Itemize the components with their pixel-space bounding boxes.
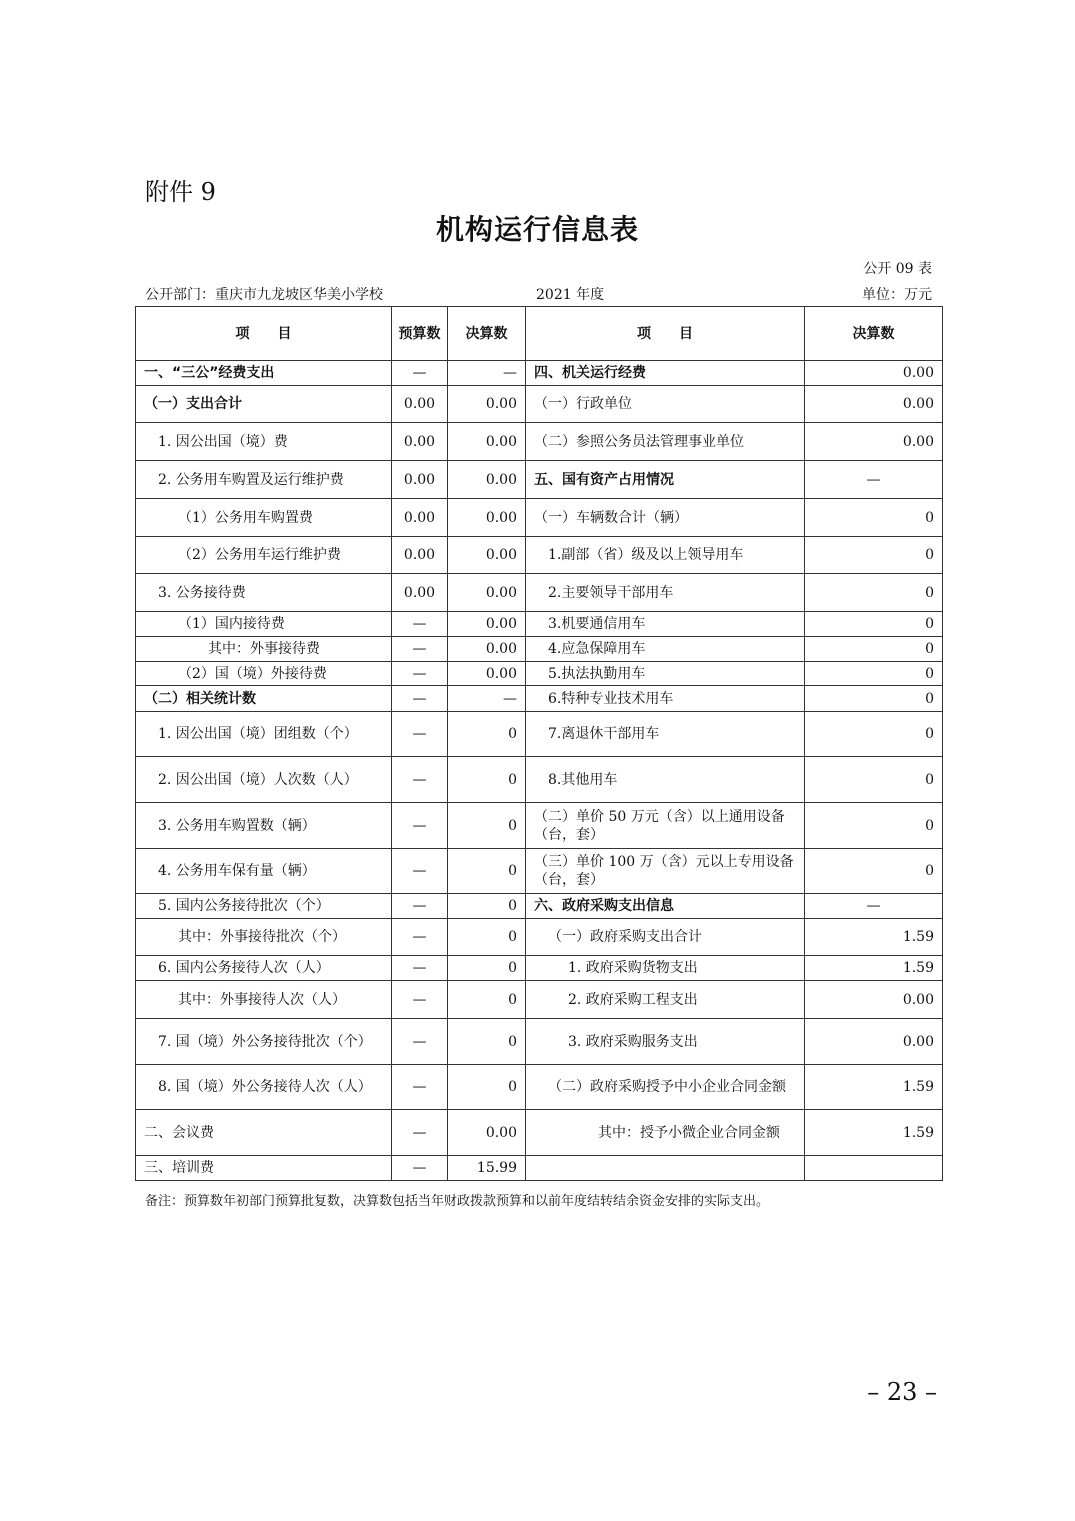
table-row — [136, 662, 943, 686]
row-item-left: （1）公务用车购置费 — [136, 499, 392, 537]
row-final-left: 0.00 — [448, 637, 526, 662]
row-item-left: 2. 因公出国（境）人次数（人） — [136, 757, 392, 803]
row-final-right: 0 — [805, 612, 943, 637]
row-final-left: 15.99 — [448, 1156, 526, 1181]
row-item-right: 五、国有资产占用情况 — [526, 461, 805, 499]
row-final-right: 0 — [805, 499, 943, 537]
table-row — [136, 1065, 943, 1110]
table-number: 公开 09 表 — [863, 261, 932, 277]
table-row — [136, 803, 943, 849]
row-final-left: 0 — [448, 757, 526, 803]
row-final-left: 0 — [448, 981, 526, 1019]
row-item-left: 8. 国（境）外公务接待人次（人） — [136, 1065, 392, 1110]
row-item-left: （2）公务用车运行维护费 — [136, 537, 392, 574]
table-row — [136, 423, 943, 461]
row-final-left: 0.00 — [448, 423, 526, 461]
footnote: 备注：预算数年初部门预算批复数，决算数包括当年财政拨款预算和以前年度结转结余资金安排的实际支出。 — [145, 1194, 770, 1209]
table-row — [136, 1019, 943, 1065]
row-budget: 0.00 — [392, 386, 448, 423]
row-final-right: 0.00 — [805, 423, 943, 461]
col-header-budget: 预算数 — [392, 307, 448, 361]
table-row — [136, 981, 943, 1019]
table-row — [136, 686, 943, 712]
row-item-left: 4. 公务用车保有量（辆） — [136, 849, 392, 894]
table-row — [136, 637, 943, 662]
row-final-left: 0 — [448, 919, 526, 956]
row-item-right: 6.特种专业技术用车 — [526, 686, 805, 712]
row-budget: 0.00 — [392, 537, 448, 574]
row-final-right: 1.59 — [805, 1110, 943, 1156]
row-item-left: （二）相关统计数 — [136, 686, 392, 712]
row-budget: — — [392, 981, 448, 1019]
row-final-right: — — [805, 894, 943, 919]
row-item-right: 2. 政府采购工程支出 — [526, 981, 805, 1019]
table-row — [136, 361, 943, 386]
row-final-left: 0 — [448, 894, 526, 919]
row-budget: — — [392, 849, 448, 894]
row-item-right: （二）政府采购授予中小企业合同金额 — [526, 1065, 805, 1110]
row-item-right: （一）车辆数合计（辆） — [526, 499, 805, 537]
row-item-left: 3. 公务接待费 — [136, 574, 392, 612]
row-item-left: 7. 国（境）外公务接待批次（个） — [136, 1019, 392, 1065]
row-budget: — — [392, 1156, 448, 1181]
row-item-right: 其中：授予小微企业合同金额 — [526, 1110, 805, 1156]
row-budget: — — [392, 1065, 448, 1110]
row-item-left: （一）支出合计 — [136, 386, 392, 423]
col-header-final-left: 决算数 — [448, 307, 526, 361]
row-item-right: 8.其他用车 — [526, 757, 805, 803]
row-final-right: 0.00 — [805, 386, 943, 423]
row-item-left: （1）国内接待费 — [136, 612, 392, 637]
table-row — [136, 757, 943, 803]
row-budget: — — [392, 361, 448, 386]
row-item-right: 六、政府采购支出信息 — [526, 894, 805, 919]
row-budget: — — [392, 956, 448, 981]
row-item-left: （2）国（境）外接待费 — [136, 662, 392, 686]
row-final-left: 0 — [448, 803, 526, 849]
row-budget: — — [392, 612, 448, 637]
row-final-right: 0 — [805, 574, 943, 612]
table-row — [136, 1110, 943, 1156]
row-final-right: 0.00 — [805, 361, 943, 386]
row-final-left: 0.00 — [448, 461, 526, 499]
row-item-right: 四、机关运行经费 — [526, 361, 805, 386]
table-row — [136, 712, 943, 757]
row-final-right — [805, 1156, 943, 1181]
row-final-right: 0 — [805, 537, 943, 574]
row-final-left: 0 — [448, 712, 526, 757]
row-budget: — — [392, 757, 448, 803]
row-final-right: 0 — [805, 686, 943, 712]
row-item-right: 4.应急保障用车 — [526, 637, 805, 662]
row-budget: — — [392, 686, 448, 712]
row-final-left: 0 — [448, 956, 526, 981]
table-row — [136, 537, 943, 574]
year-label: 2021 年度 — [536, 287, 605, 303]
department-label: 公开部门：重庆市九龙坡区华美小学校 — [145, 287, 383, 303]
row-item-right: （三）单价 100 万（含）元以上专用设备（台，套） — [526, 849, 805, 894]
table-row — [136, 499, 943, 537]
row-item-right: 3.机要通信用车 — [526, 612, 805, 637]
row-final-right: 0.00 — [805, 1019, 943, 1065]
row-final-right: 0.00 — [805, 981, 943, 1019]
row-item-right: （一）行政单位 — [526, 386, 805, 423]
row-final-right: 1.59 — [805, 1065, 943, 1110]
row-final-right: 0 — [805, 712, 943, 757]
row-item-right: 3. 政府采购服务支出 — [526, 1019, 805, 1065]
row-item-left: 1. 因公出国（境）团组数（个） — [136, 712, 392, 757]
row-item-right: （一）政府采购支出合计 — [526, 919, 805, 956]
row-final-right: 0 — [805, 849, 943, 894]
row-final-left: 0.00 — [448, 537, 526, 574]
page-title: 机构运行信息表 — [435, 213, 639, 246]
row-item-right — [526, 1156, 805, 1181]
row-item-left: 其中：外事接待人次（人） — [136, 981, 392, 1019]
row-final-right: 1.59 — [805, 956, 943, 981]
row-item-left: 二、会议费 — [136, 1110, 392, 1156]
row-final-left: 0.00 — [448, 574, 526, 612]
row-item-right: 2.主要领导干部用车 — [526, 574, 805, 612]
row-budget: 0.00 — [392, 499, 448, 537]
table-row — [136, 956, 943, 981]
row-item-left: 其中：外事接待批次（个） — [136, 919, 392, 956]
row-budget: 0.00 — [392, 461, 448, 499]
table-row — [136, 919, 943, 956]
col-header-item-left: 项 目 — [136, 307, 392, 361]
row-item-right: 5.执法执勤用车 — [526, 662, 805, 686]
row-final-left: 0 — [448, 1065, 526, 1110]
row-final-left: 0.00 — [448, 1110, 526, 1156]
row-budget: — — [392, 637, 448, 662]
table-row — [136, 1156, 943, 1181]
row-item-right: （二）单价 50 万元（含）以上通用设备（台，套） — [526, 803, 805, 849]
table-row — [136, 849, 943, 894]
row-final-left: 0 — [448, 849, 526, 894]
row-budget: — — [392, 894, 448, 919]
row-final-right: 0 — [805, 757, 943, 803]
table-row — [136, 461, 943, 499]
row-final-left: 0.00 — [448, 386, 526, 423]
row-final-left: 0.00 — [448, 612, 526, 637]
row-budget: — — [392, 803, 448, 849]
row-item-left: 其中：外事接待费 — [136, 637, 392, 662]
table-row — [136, 612, 943, 637]
row-item-left: 1. 因公出国（境）费 — [136, 423, 392, 461]
table-row — [136, 894, 943, 919]
unit-label: 单位：万元 — [862, 287, 932, 303]
row-item-right: 1. 政府采购货物支出 — [526, 956, 805, 981]
row-budget: 0.00 — [392, 423, 448, 461]
row-final-left: 0 — [448, 1019, 526, 1065]
row-item-left: 2. 公务用车购置及运行维护费 — [136, 461, 392, 499]
row-final-left: 0.00 — [448, 662, 526, 686]
row-budget: — — [392, 1110, 448, 1156]
row-final-right: 0 — [805, 662, 943, 686]
col-header-item-right: 项 目 — [526, 307, 805, 361]
row-final-left: — — [448, 361, 526, 386]
row-budget: — — [392, 919, 448, 956]
row-budget: — — [392, 712, 448, 757]
row-item-right: 1.副部（省）级及以上领导用车 — [526, 537, 805, 574]
row-item-left: 6. 国内公务接待人次（人） — [136, 956, 392, 981]
table-row — [136, 386, 943, 423]
row-item-right: 7.离退休干部用车 — [526, 712, 805, 757]
row-final-left: 0.00 — [448, 499, 526, 537]
table-header-row — [136, 307, 943, 361]
page-number: – 23 – — [867, 1378, 937, 1406]
col-header-final-right: 决算数 — [805, 307, 943, 361]
row-final-right: 0 — [805, 637, 943, 662]
row-budget: 0.00 — [392, 574, 448, 612]
row-budget: — — [392, 662, 448, 686]
row-item-left: 一、“三公”经费支出 — [136, 361, 392, 386]
table-row — [136, 574, 943, 612]
attachment-label: 附件 9 — [145, 178, 216, 206]
row-item-right: （二）参照公务员法管理事业单位 — [526, 423, 805, 461]
info-table — [135, 306, 943, 1181]
row-final-left: — — [448, 686, 526, 712]
row-item-left: 3. 公务用车购置数（辆） — [136, 803, 392, 849]
row-budget: — — [392, 1019, 448, 1065]
row-final-right: — — [805, 461, 943, 499]
row-item-left: 三、培训费 — [136, 1156, 392, 1181]
row-final-right: 0 — [805, 803, 943, 849]
row-final-right: 1.59 — [805, 919, 943, 956]
row-item-left: 5. 国内公务接待批次（个） — [136, 894, 392, 919]
